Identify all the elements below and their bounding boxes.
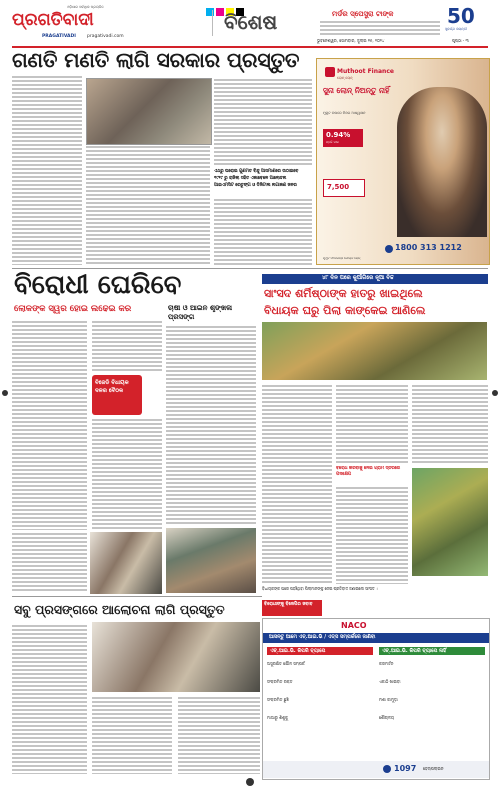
masthead xyxy=(12,4,488,48)
story1-body-col4 xyxy=(214,198,312,265)
story1-body-col2 xyxy=(86,145,210,265)
phone-icon xyxy=(385,245,393,253)
story4-tag: ବିରୋଧୀଙ୍କୁ ବିଜେପିର ଜବାବ xyxy=(262,600,322,616)
story3-body-col1 xyxy=(262,384,332,584)
website: pragativadi.com xyxy=(87,34,124,39)
story3-headline-2: ବିଧାୟକ ଘରୁ ପିଲା କାଙ୍କେଇ ଆଣିଲେ xyxy=(264,304,426,317)
story2-body-col1b xyxy=(12,532,87,592)
story2-body-col2a xyxy=(92,320,162,372)
story1-body-col3 xyxy=(214,78,312,166)
story3-body-col3 xyxy=(412,384,488,464)
helpline-icon xyxy=(383,765,391,773)
naco-footer: 1097 ହେଲ୍ପଲାଇନ xyxy=(263,761,489,778)
muthoot-logo-icon xyxy=(325,67,335,77)
color-registration-strip xyxy=(205,1,245,9)
muthoot-foot: ମୁଥୁଟ ଫାଇନାନ୍ସ ଗୋଲ୍ଡ ଲୋନ୍ xyxy=(323,256,361,260)
story1-headline: ଗଣତି ମଣତି ଲାଗି ସରକାର ପ୍ରସ୍ତୁତ xyxy=(12,48,300,72)
naco-logo: NACO xyxy=(341,621,367,630)
story2-photo-1 xyxy=(166,528,256,593)
story4-headline: ସବୁ ପ୍ରସଙ୍ଗରେ ଆଲୋଚନା ଲାଗି ପ୍ରସ୍ତୁତ xyxy=(14,602,225,617)
story2-body-col2b xyxy=(92,418,162,530)
story3-headline-1: ସାଂସଦ ଶର୍ମିଷ୍ଠାଙ୍କ ହାତରୁ ଖାଇଥିଲେ xyxy=(264,287,423,300)
naco-right-col: ଏଚ୍.ଆଇ.ଭି. କିପରି ବ୍ୟାପେ ନାହିଁ କରମର୍ଦ୍ଦନ ଏକାଠି ଖାଇବା ମଶା କାମୁଡ଼ା ଶୌଚାଳୟ xyxy=(379,647,485,757)
story3-body-col2b xyxy=(336,486,408,584)
anniversary-logo: 50 ସୁବର୍ଣ୍ଣ ଜୟନ୍ତୀ xyxy=(445,4,475,31)
rate-badge: 0.94% ପ୍ରତି ମାସ xyxy=(323,129,363,147)
story4-body-col2 xyxy=(92,696,172,774)
muthoot-ad xyxy=(316,58,490,265)
muthoot-sub: ମୁକୁଟ ଉପରେ ନିଜର ଆଶ୍ୱାସନ xyxy=(323,111,366,115)
story1-bullets: ଏଥରୁ ଘରୋଇ ଗୁଣମତ ବିନ୍ଦୁ ଆସମାଣରେ ଉଠାଇବେ ୧୯୧୯ ରୁ ରାଜିଲା ସହିତ ଏକାବେଳେ ଆଲୋଚନା ଆଇଏମସିଟ ରେତୁଙ୍ଗ ଓ ଡିଜିଟାଲ ନାଗାକଣ ଜନର xyxy=(214,169,299,188)
top-headline: ମର୍ଡର ସ୍ପେସ୍ଟ୍ରା ଟାଙ୍କ xyxy=(332,10,394,18)
naco-left-col: ଏଚ୍.ଆଇ.ଭି. କିପରି ବ୍ୟାପେ ଅସୁରକ୍ଷିତ ଯୌନ ସମ୍ପର୍କ ସଂକ୍ରମିତ ରକ୍ତ ସଂକ୍ରମିତ ଛୁଞ୍ଚି ମାଆରୁ ଶିଶୁକୁ xyxy=(267,647,373,757)
ambassador-photo xyxy=(397,87,487,237)
logo: ପ୍ରଗତିବାଦୀ xyxy=(12,10,94,30)
page-number: ପୃଷ୍ଠା - ୩ xyxy=(452,38,469,43)
story3-photo-2 xyxy=(412,468,488,576)
story2-boxout: ବିଜେଡି ବିଧାୟକ ଦଳର ବୈଠକ xyxy=(92,375,142,415)
loan-badge: 7,500 xyxy=(323,179,365,197)
story1-photo xyxy=(86,78,212,145)
story2-body-col3 xyxy=(166,325,256,525)
muthoot-headline: ସୁନା ଲୋନ୍ ନିଅନ୍ତୁ ନାହିଁ xyxy=(323,86,390,95)
story3-photo-main xyxy=(262,322,487,380)
story4-photo xyxy=(92,622,260,692)
story3-caption: ବିଧାୟକଙ୍କ ଘରେ ପହଞ୍ଚିଥିବା ପିଲାମାନଙ୍କୁ ନେଇ ପ୍ରତିବାଦ ଜଣାଇଲେ ସାଂସଦ । xyxy=(262,586,378,591)
muthoot-brand: Muthoot Finance xyxy=(337,68,394,75)
story2-body-col1 xyxy=(12,320,87,530)
story2-subhead2: ଚାଷୀ ଓ ଆଇନ ଶୃଙ୍ଖଳା ପ୍ରସଙ୍ଗ xyxy=(168,304,233,321)
story3-callout: ବିରୋଧ କରିବାକୁ ନେଇ ଗ୍ରାମ ସ୍ତରରେ ପଦକ୍ଷେପ xyxy=(336,466,401,477)
story2-headline: ବିରୋଧୀ ଘେରିବେ xyxy=(14,270,182,300)
story1-body-col1 xyxy=(12,75,82,265)
naco-title-bar: ଆସନ୍ତୁ ଆମେ ଏଚ୍.ଆଇ.ଭି / ଏଡ୍ସ ସମ୍ପର୍କରେ ଜାଣିବା xyxy=(263,633,489,643)
story3-body-col2 xyxy=(336,384,408,464)
story2-subhead: ଲୋକଙ୍କ ସ୍ୱର ହୋଇ ଲଢେଇ କର xyxy=(14,304,132,314)
story4-body-col3 xyxy=(178,696,260,774)
dateline: ଭୁବନେଶ୍ୱର, ସୋମବାର, ଜୁଲାଇ ୧୫, ୨୦୨୪ xyxy=(317,38,385,43)
story4-body-col1 xyxy=(12,624,87,774)
muthoot-brand-sub: ଲୋନ୍ ଲୋନ୍ xyxy=(337,76,353,80)
logo-sub: PRAGATIVADI xyxy=(42,34,76,39)
section-title: ବିଶେଷ xyxy=(224,10,278,34)
naco-ad xyxy=(262,618,490,780)
muthoot-phone: 1800 313 1212 xyxy=(395,243,462,252)
story3-kicker-bar: ୪୮ ଦିନ ପରେ କୁଆଁଗିରେ ନୂଆ ବିଚ୍ଚ xyxy=(262,274,488,284)
story2-photo-2 xyxy=(90,532,162,594)
tagline: ଓଡ଼ିଶାର ସର୍ବାଧିକ ପ୍ରଚାରିତ xyxy=(67,5,104,9)
